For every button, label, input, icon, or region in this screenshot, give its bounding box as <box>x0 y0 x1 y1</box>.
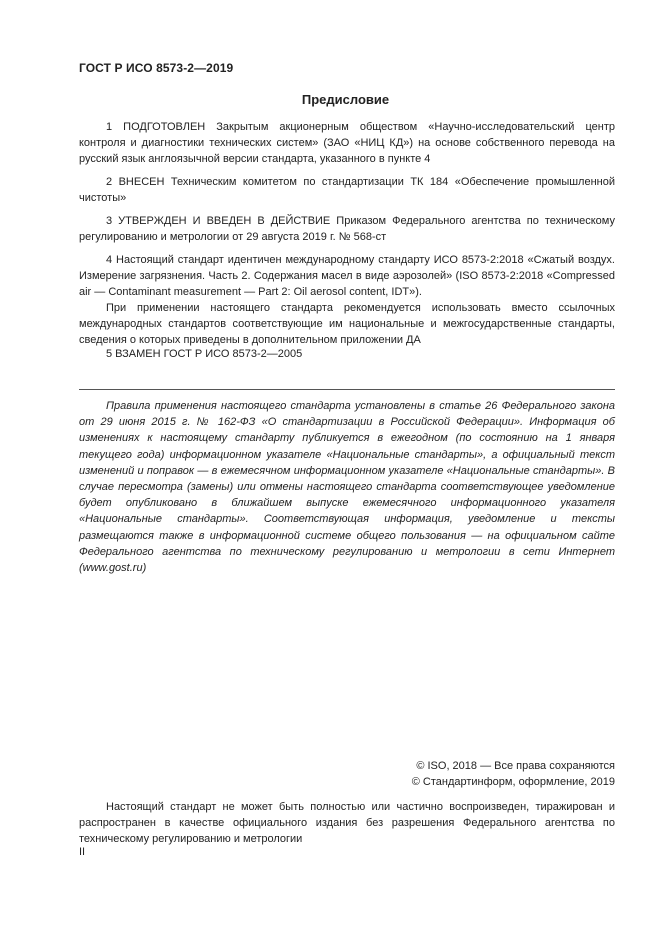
section-1-text: 1 ПОДГОТОВЛЕН Закрытым акционерным обществом «Научно-исследовательский центр контроля и диагностики технических систем» (ЗАО «НИЦ КД») на основе собственного перевода на русский язык англоязычной версии стандарта, указанного в пункте 4 <box>79 121 615 165</box>
section-5-text: 5 ВЗАМЕН ГОСТ Р ИСО 8573-2—2005 <box>106 348 303 360</box>
copyright-block <box>315 758 615 790</box>
section-4 <box>79 252 615 348</box>
page-number: II <box>79 846 86 858</box>
copyright-iso: © ISO, 2018 — Все права сохраняются <box>416 760 615 772</box>
section-3 <box>79 213 615 245</box>
section-4-text: 4 Настоящий стандарт идентичен международному стандарту ИСО 8573-2:2018 «Сжатый воздух. Измерение загрязнения. Часть 2. Содержания масел в виде аэрозолей» (ISO 8573-2:2018 «Compressed air — Contaminant measurement — Part 2: Oil aerosol content, IDT»). <box>79 254 615 298</box>
copyright-standartinform: © Стандартинформ, оформление, 2019 <box>411 776 615 788</box>
document-code-header: ГОСТ Р ИСО 8573-2—2019 <box>79 61 234 75</box>
application-notice <box>79 398 615 576</box>
section-2 <box>79 174 615 206</box>
application-notice-text: Правила применения настоящего стандарта установлены в статье 26 Федерального закона от 29 июня 2015 г. № 162-ФЗ «О стандартизации в Российской Федерации». Информация об изменениях к настоящему стандарту публикуется в ежегодном (по состоянию на 1 января текущего года) информационном указателе «Национальные стандарты», а официальный текст изменений и поправок — в ежемесячном информационном указателе «Национальные стандарты». В случае пересмотра (замены) или отмены настоящего стандарта соответствующее уведомление будет опубликовано в ближайшем выпуске ежемесячного информационного указателя «Национальные стандарты». Соответствующая информация, уведомление и тексты размещаются также в информационной системе общего пользования — на официальном сайте Федерального агентства по техническому регулированию и метрологии в сети Интернет (www.gost.ru) <box>79 400 615 575</box>
reproduction-notice-text: Настоящий стандарт не может быть полностью или частично воспроизведен, тиражирован и распространен в качестве официального издания без разрешения Федерального агентства по техническому регулированию и метрологии <box>79 801 615 845</box>
section-2-text: 2 ВНЕСЕН Техническим комитетом по стандартизации ТК 184 «Обеспечение промышленной чистоты» <box>79 176 615 204</box>
reproduction-notice <box>79 799 615 847</box>
section-3-text: 3 УТВЕРЖДЕН И ВВЕДЕН В ДЕЙСТВИЕ Приказом Федерального агентства по техническому регулированию и метрологии от 29 августа 2019 г. № 568-ст <box>79 215 615 243</box>
page-title: Предисловие <box>301 92 390 107</box>
divider-line <box>79 389 615 390</box>
section-5 <box>79 346 615 362</box>
section-4-extra-text: При применении настоящего стандарта рекомендуется использовать вместо ссылочных международных стандартов соответствующие им национальные и межгосударственные стандарты, сведения о которых приведены в дополнительном приложении ДА <box>79 302 615 346</box>
section-1 <box>79 119 615 167</box>
